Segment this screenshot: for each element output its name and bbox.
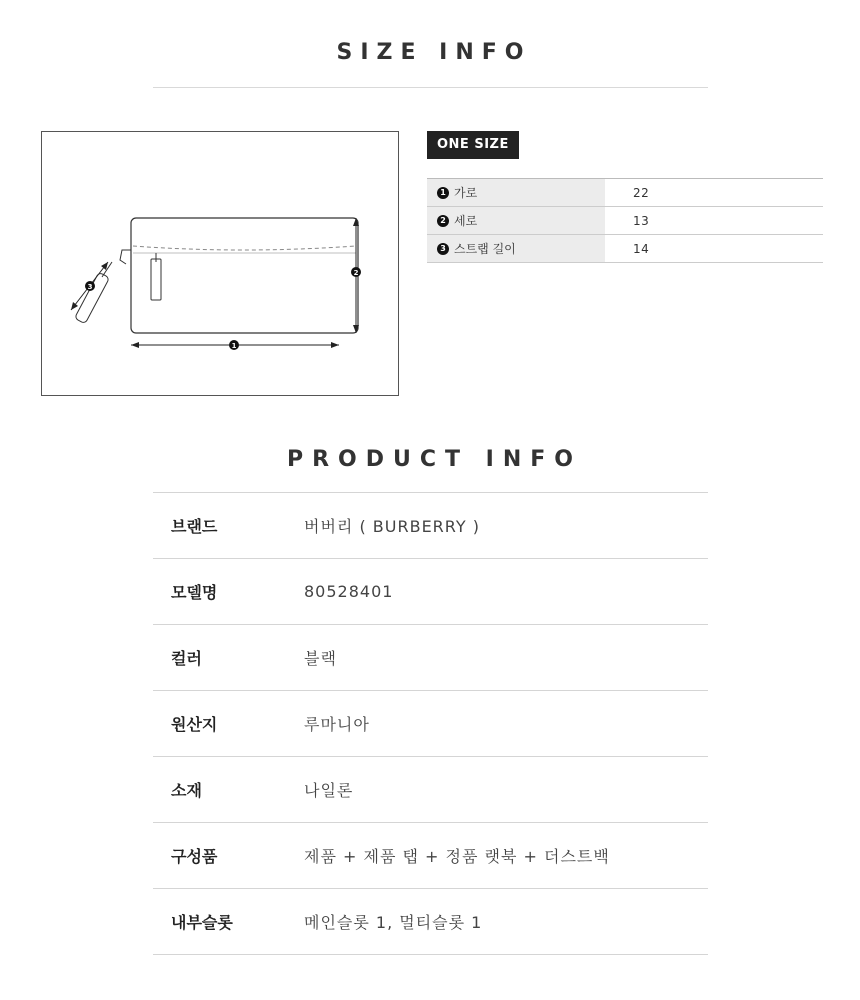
size-row-strap	[427, 235, 823, 263]
pouch-illustration	[42, 132, 400, 397]
marker-2-label: 2	[353, 269, 359, 277]
product-value: 메인슬롯 1, 멀티슬롯 1	[304, 913, 483, 932]
divider	[153, 87, 708, 88]
product-label: 원산지	[171, 715, 218, 734]
product-row-origin	[153, 691, 708, 757]
size-label	[427, 207, 605, 234]
product-label: 모델명	[171, 583, 218, 602]
product-info-table	[153, 492, 708, 955]
size-value: 13	[633, 213, 650, 228]
product-label: 컬러	[171, 649, 202, 668]
size-label-text: 세로	[454, 214, 478, 228]
product-value: 버버리 ( BURBERRY )	[304, 517, 480, 536]
size-label-text: 스트랩 길이	[454, 242, 516, 256]
number-3-icon: 3	[437, 243, 449, 255]
product-row-components	[153, 823, 708, 889]
product-label: 소재	[171, 781, 202, 800]
size-value: 14	[633, 241, 650, 256]
marker-3-label: 3	[87, 283, 93, 291]
product-label: 내부슬롯	[171, 913, 233, 932]
number-2-icon: 2	[437, 215, 449, 227]
product-value: 블랙	[304, 649, 337, 668]
product-row-model	[153, 559, 708, 625]
size-table	[427, 178, 823, 263]
size-row-height	[427, 207, 823, 235]
product-row-slots	[153, 889, 708, 955]
size-label	[427, 179, 605, 206]
product-info-title: PRODUCT INFO	[286, 447, 583, 472]
product-value: 루마니아	[304, 715, 370, 734]
size-value: 22	[633, 185, 650, 200]
product-row-color	[153, 625, 708, 691]
product-row-material	[153, 757, 708, 823]
product-row-brand	[153, 493, 708, 559]
size-label	[427, 235, 605, 262]
product-label: 구성품	[171, 847, 218, 866]
marker-1-label: 1	[231, 342, 237, 350]
size-row-width	[427, 179, 823, 207]
product-value: 제품 + 제품 탭 + 정품 랫북 + 더스트백	[304, 847, 610, 866]
number-1-icon: 1	[437, 187, 449, 199]
product-value: 나일론	[304, 781, 354, 800]
product-value: 80528401	[304, 582, 394, 601]
one-size-badge: ONE SIZE	[427, 131, 519, 159]
size-label-text: 가로	[454, 186, 478, 200]
pouch-size-diagram	[41, 131, 399, 396]
product-label: 브랜드	[171, 517, 218, 536]
size-info-title: SIZE INFO	[336, 40, 532, 65]
